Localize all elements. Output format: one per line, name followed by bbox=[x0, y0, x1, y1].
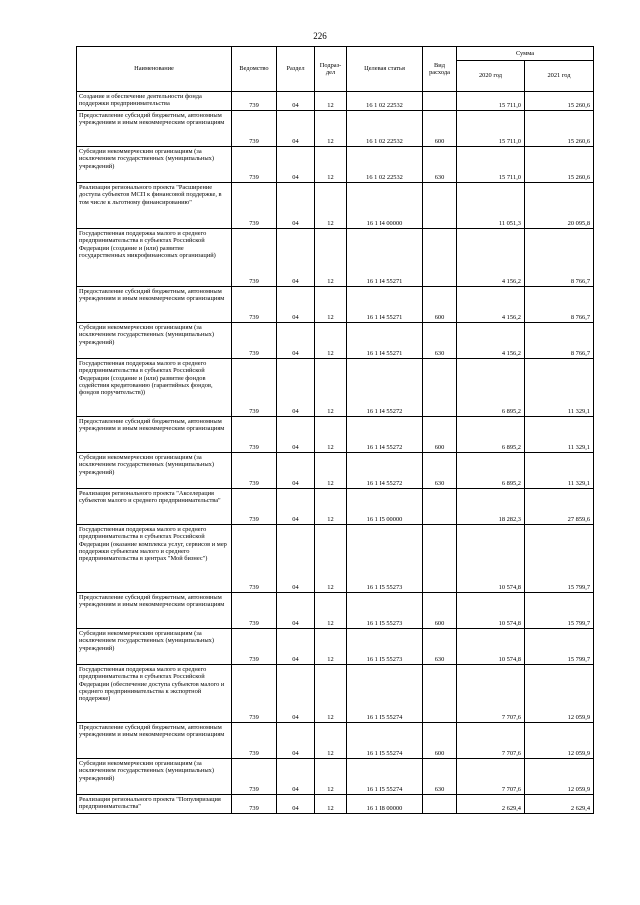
cell-subsection: 12 bbox=[315, 723, 347, 759]
cell-section: 04 bbox=[277, 111, 315, 147]
cell-target: 16 1 I8 00000 bbox=[347, 795, 423, 814]
table-row bbox=[77, 287, 594, 323]
cell-y2021: 12 059,9 bbox=[525, 759, 594, 795]
cell-y2021: 12 059,9 bbox=[525, 665, 594, 723]
cell-name: Субсидии некоммерческим организациям (за исключением государственных (муниципальных) учреждений) bbox=[77, 323, 232, 359]
cell-subsection: 12 bbox=[315, 593, 347, 629]
cell-target: 16 1 I5 55274 bbox=[347, 665, 423, 723]
cell-target: 16 1 I5 55274 bbox=[347, 723, 423, 759]
cell-y2020: 4 156,2 bbox=[457, 287, 525, 323]
cell-y2021: 27 859,6 bbox=[525, 489, 594, 525]
cell-expense-type: 630 bbox=[423, 759, 457, 795]
cell-target: 16 1 I4 55271 bbox=[347, 323, 423, 359]
cell-name: Реализация регионального проекта "Популяризация предпринимательства" bbox=[77, 795, 232, 814]
cell-y2021: 8 766,7 bbox=[525, 287, 594, 323]
cell-section: 04 bbox=[277, 723, 315, 759]
cell-y2021: 11 329,1 bbox=[525, 417, 594, 453]
cell-section: 04 bbox=[277, 147, 315, 183]
cell-ministry: 739 bbox=[232, 759, 277, 795]
cell-y2021: 15 260,6 bbox=[525, 92, 594, 111]
table-row bbox=[77, 229, 594, 287]
table-row bbox=[77, 629, 594, 665]
cell-subsection: 12 bbox=[315, 287, 347, 323]
cell-y2020: 10 574,8 bbox=[457, 525, 525, 593]
cell-y2020: 15 711,0 bbox=[457, 92, 525, 111]
cell-target: 16 1 I4 00000 bbox=[347, 183, 423, 229]
header-subsection: Подраз-дел bbox=[315, 47, 347, 92]
cell-expense-type: 600 bbox=[423, 593, 457, 629]
cell-section: 04 bbox=[277, 629, 315, 665]
table-row bbox=[77, 147, 594, 183]
cell-section: 04 bbox=[277, 359, 315, 417]
budget-table bbox=[76, 46, 594, 814]
table-row bbox=[77, 593, 594, 629]
cell-expense-type: 600 bbox=[423, 287, 457, 323]
cell-name: Государственная поддержка малого и среднего предпринимательства в субъектах Российской Федерации (создание и (или) развитие государственных микрофинансовых организаций) bbox=[77, 229, 232, 287]
cell-y2021: 12 059,9 bbox=[525, 723, 594, 759]
cell-name: Реализация регионального проекта "Акселерация субъектов малого и среднего предпринимательства" bbox=[77, 489, 232, 525]
cell-y2020: 2 629,4 bbox=[457, 795, 525, 814]
cell-ministry: 739 bbox=[232, 92, 277, 111]
cell-subsection: 12 bbox=[315, 665, 347, 723]
table-row bbox=[77, 759, 594, 795]
cell-section: 04 bbox=[277, 92, 315, 111]
cell-y2020: 4 156,2 bbox=[457, 229, 525, 287]
cell-ministry: 739 bbox=[232, 723, 277, 759]
table-row bbox=[77, 359, 594, 417]
table-row bbox=[77, 525, 594, 593]
cell-ministry: 739 bbox=[232, 323, 277, 359]
cell-expense-type bbox=[423, 795, 457, 814]
table-row bbox=[77, 92, 594, 111]
cell-y2021: 15 799,7 bbox=[525, 593, 594, 629]
cell-y2021: 15 260,6 bbox=[525, 111, 594, 147]
cell-y2020: 15 711,0 bbox=[457, 147, 525, 183]
header-year-2020: 2020 год bbox=[457, 61, 525, 92]
cell-ministry: 739 bbox=[232, 417, 277, 453]
cell-y2020: 10 574,8 bbox=[457, 629, 525, 665]
table-row bbox=[77, 323, 594, 359]
cell-ministry: 739 bbox=[232, 229, 277, 287]
cell-y2020: 6 895,2 bbox=[457, 359, 525, 417]
cell-target: 16 1 I4 55271 bbox=[347, 287, 423, 323]
cell-expense-type: 630 bbox=[423, 453, 457, 489]
table-row bbox=[77, 665, 594, 723]
table-row bbox=[77, 417, 594, 453]
cell-target: 16 1 02 22532 bbox=[347, 92, 423, 111]
cell-section: 04 bbox=[277, 593, 315, 629]
table-row bbox=[77, 723, 594, 759]
cell-subsection: 12 bbox=[315, 759, 347, 795]
cell-y2020: 18 282,3 bbox=[457, 489, 525, 525]
table-header bbox=[77, 47, 594, 92]
cell-section: 04 bbox=[277, 525, 315, 593]
cell-target: 16 1 I4 55272 bbox=[347, 417, 423, 453]
cell-expense-type bbox=[423, 489, 457, 525]
cell-target: 16 1 I5 00000 bbox=[347, 489, 423, 525]
cell-expense-type bbox=[423, 665, 457, 723]
cell-y2020: 7 707,6 bbox=[457, 665, 525, 723]
cell-y2020: 6 895,2 bbox=[457, 417, 525, 453]
header-section: Раздел bbox=[277, 47, 315, 92]
header-sums: Сумма bbox=[457, 47, 594, 61]
cell-y2020: 4 156,2 bbox=[457, 323, 525, 359]
cell-y2020: 15 711,0 bbox=[457, 111, 525, 147]
cell-target: 16 1 I4 55271 bbox=[347, 229, 423, 287]
cell-ministry: 739 bbox=[232, 147, 277, 183]
cell-y2020: 6 895,2 bbox=[457, 453, 525, 489]
cell-target: 16 1 I4 55272 bbox=[347, 359, 423, 417]
cell-y2021: 2 629,4 bbox=[525, 795, 594, 814]
cell-ministry: 739 bbox=[232, 489, 277, 525]
cell-y2021: 20 095,8 bbox=[525, 183, 594, 229]
table-row bbox=[77, 183, 594, 229]
cell-subsection: 12 bbox=[315, 525, 347, 593]
cell-subsection: 12 bbox=[315, 183, 347, 229]
header-year-2021: 2021 год bbox=[525, 61, 594, 92]
cell-y2021: 11 329,1 bbox=[525, 359, 594, 417]
cell-section: 04 bbox=[277, 417, 315, 453]
cell-y2021: 8 766,7 bbox=[525, 229, 594, 287]
cell-target: 16 1 I5 55273 bbox=[347, 525, 423, 593]
cell-expense-type: 630 bbox=[423, 629, 457, 665]
cell-subsection: 12 bbox=[315, 359, 347, 417]
cell-section: 04 bbox=[277, 795, 315, 814]
cell-subsection: 12 bbox=[315, 323, 347, 359]
cell-name: Субсидии некоммерческим организациям (за исключением государственных (муниципальных) учреждений) bbox=[77, 453, 232, 489]
cell-subsection: 12 bbox=[315, 795, 347, 814]
cell-name: Субсидии некоммерческим организациям (за исключением государственных (муниципальных) учреждений) bbox=[77, 759, 232, 795]
cell-subsection: 12 bbox=[315, 453, 347, 489]
cell-name: Государственная поддержка малого и среднего предпринимательства в субъектах Российской Федерации (оказание комплекса услуг, сервисов и мер поддержки субъектам малого и среднего предпринимательства в центрах "Мой бизнес") bbox=[77, 525, 232, 593]
cell-target: 16 1 I5 55274 bbox=[347, 759, 423, 795]
page-number: 226 bbox=[313, 31, 327, 41]
cell-y2020: 7 707,6 bbox=[457, 723, 525, 759]
cell-y2021: 15 799,7 bbox=[525, 629, 594, 665]
cell-name: Предоставление субсидий бюджетным, автономным учреждениям и иным некоммерческим организациям bbox=[77, 417, 232, 453]
table-row bbox=[77, 489, 594, 525]
cell-section: 04 bbox=[277, 489, 315, 525]
cell-name: Субсидии некоммерческим организациям (за исключением государственных (муниципальных) учреждений) bbox=[77, 629, 232, 665]
cell-section: 04 bbox=[277, 287, 315, 323]
cell-subsection: 12 bbox=[315, 111, 347, 147]
cell-subsection: 12 bbox=[315, 229, 347, 287]
cell-name: Предоставление субсидий бюджетным, автономным учреждениям и иным некоммерческим организациям bbox=[77, 593, 232, 629]
table-body bbox=[77, 92, 594, 814]
cell-ministry: 739 bbox=[232, 525, 277, 593]
cell-section: 04 bbox=[277, 229, 315, 287]
cell-expense-type bbox=[423, 359, 457, 417]
cell-target: 16 1 02 22532 bbox=[347, 111, 423, 147]
cell-ministry: 739 bbox=[232, 287, 277, 323]
cell-name: Государственная поддержка малого и среднего предпринимательства в субъектах Российской Федерации (создание и (или) развитие фондов содействия кредитованию (гарантийных фондов, фондов поручительств)) bbox=[77, 359, 232, 417]
cell-ministry: 739 bbox=[232, 183, 277, 229]
cell-y2020: 10 574,8 bbox=[457, 593, 525, 629]
cell-expense-type: 630 bbox=[423, 323, 457, 359]
cell-name: Создание и обеспечение деятельности фонда поддержки предпринимательства bbox=[77, 92, 232, 111]
cell-name: Субсидии некоммерческим организациям (за исключением государственных (муниципальных) учреждений) bbox=[77, 147, 232, 183]
cell-ministry: 739 bbox=[232, 111, 277, 147]
cell-y2021: 11 329,1 bbox=[525, 453, 594, 489]
cell-ministry: 739 bbox=[232, 593, 277, 629]
cell-name: Предоставление субсидий бюджетным, автономным учреждениям и иным некоммерческим организациям bbox=[77, 287, 232, 323]
cell-y2020: 7 707,6 bbox=[457, 759, 525, 795]
cell-target: 16 1 I5 55273 bbox=[347, 629, 423, 665]
cell-expense-type: 600 bbox=[423, 417, 457, 453]
cell-name: Предоставление субсидий бюджетным, автономным учреждениям и иным некоммерческим организациям bbox=[77, 111, 232, 147]
header-ministry: Ведомство bbox=[232, 47, 277, 92]
cell-target: 16 1 02 22532 bbox=[347, 147, 423, 183]
cell-ministry: 739 bbox=[232, 795, 277, 814]
cell-expense-type: 600 bbox=[423, 111, 457, 147]
cell-expense-type bbox=[423, 92, 457, 111]
header-expense-type: Вид расхода bbox=[423, 47, 457, 92]
cell-y2021: 15 260,6 bbox=[525, 147, 594, 183]
cell-y2021: 8 766,7 bbox=[525, 323, 594, 359]
cell-ministry: 739 bbox=[232, 629, 277, 665]
cell-expense-type: 600 bbox=[423, 723, 457, 759]
cell-section: 04 bbox=[277, 323, 315, 359]
cell-target: 16 1 I5 55273 bbox=[347, 593, 423, 629]
cell-expense-type bbox=[423, 183, 457, 229]
cell-ministry: 739 bbox=[232, 359, 277, 417]
cell-y2020: 11 051,3 bbox=[457, 183, 525, 229]
cell-y2021: 15 799,7 bbox=[525, 525, 594, 593]
header-name: Наименование bbox=[77, 47, 232, 92]
cell-subsection: 12 bbox=[315, 489, 347, 525]
cell-section: 04 bbox=[277, 665, 315, 723]
table-row bbox=[77, 111, 594, 147]
cell-name: Предоставление субсидий бюджетным, автономным учреждениям и иным некоммерческим организациям bbox=[77, 723, 232, 759]
cell-expense-type: 630 bbox=[423, 147, 457, 183]
cell-section: 04 bbox=[277, 453, 315, 489]
cell-target: 16 1 I4 55272 bbox=[347, 453, 423, 489]
table-row bbox=[77, 795, 594, 814]
cell-ministry: 739 bbox=[232, 665, 277, 723]
cell-subsection: 12 bbox=[315, 147, 347, 183]
table-row bbox=[77, 453, 594, 489]
cell-subsection: 12 bbox=[315, 92, 347, 111]
cell-subsection: 12 bbox=[315, 417, 347, 453]
cell-section: 04 bbox=[277, 759, 315, 795]
cell-ministry: 739 bbox=[232, 453, 277, 489]
cell-expense-type bbox=[423, 229, 457, 287]
cell-subsection: 12 bbox=[315, 629, 347, 665]
cell-name: Государственная поддержка малого и среднего предпринимательства в субъектах Российской Федерации (обеспечение доступа субъектов малого и среднего предпринимательства к экспортной поддержке) bbox=[77, 665, 232, 723]
cell-name: Реализация регионального проекта "Расширение доступа субъектов МСП к финансовой поддержке, в том числе к льготному финансированию" bbox=[77, 183, 232, 229]
cell-section: 04 bbox=[277, 183, 315, 229]
cell-expense-type bbox=[423, 525, 457, 593]
header-target: Целевая статья bbox=[347, 47, 423, 92]
